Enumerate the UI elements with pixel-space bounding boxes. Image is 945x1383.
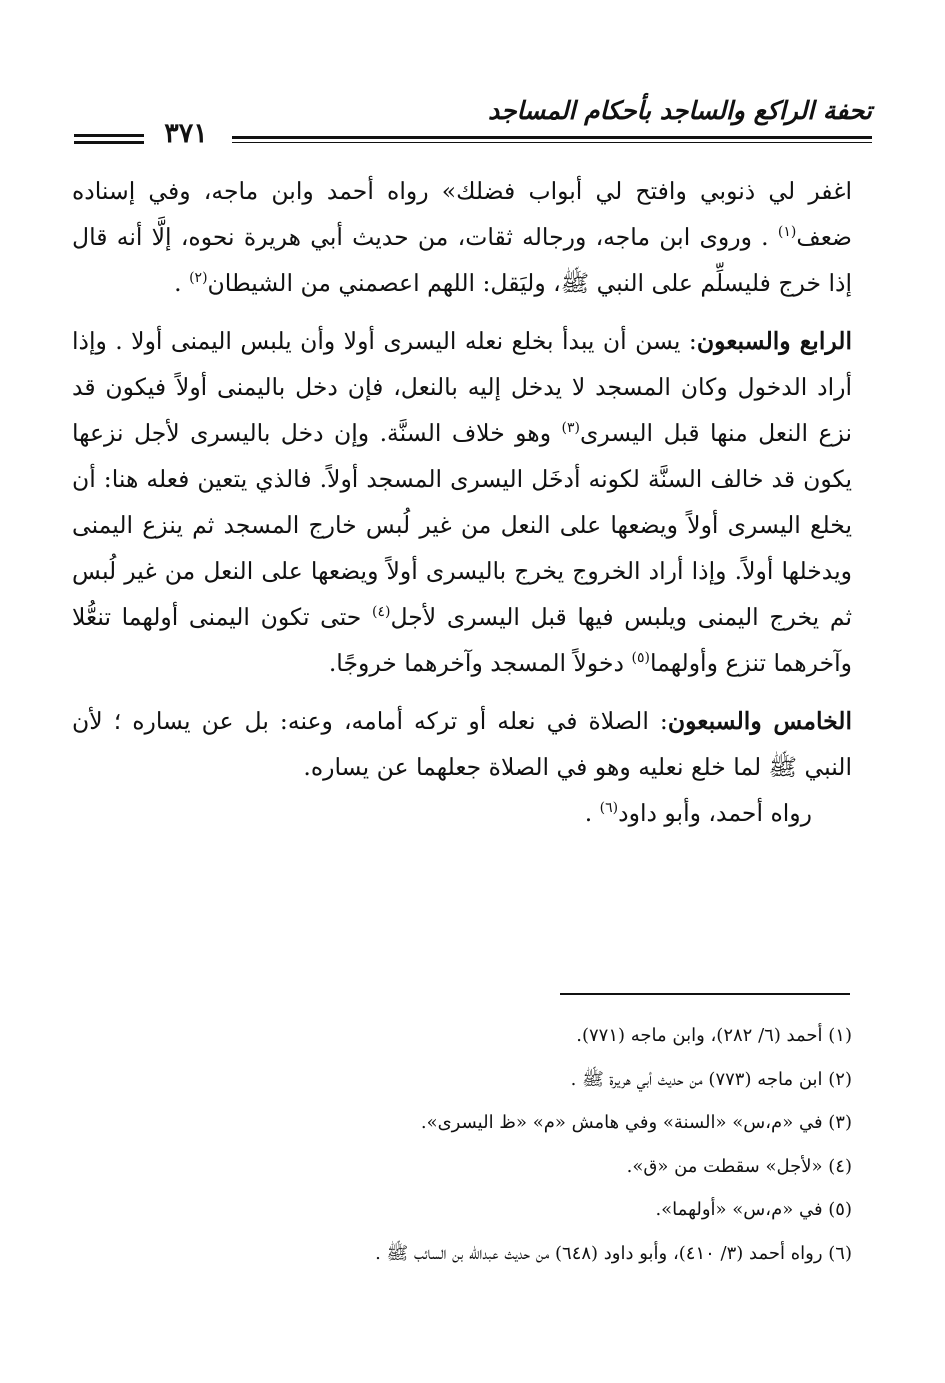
header-rule-short [74, 134, 144, 137]
paragraph-text: . [174, 269, 190, 297]
section-heading: الرابع والسبعون [696, 327, 852, 355]
footnote-3: (٣) في «م،س» «السنة» وفي هامش «م» «ظ اليسرى». [420, 1112, 852, 1133]
paragraph-text: . وروى ابن ماجه، ورجاله ثقات، من حديث أبي هريرة نحوه، إلَّا أنه قال إذا خرج فليسلِّم على النبي ﷺ، وليَقل: اللهم اعصمني من الشيطان [72, 223, 852, 297]
paragraph-text: : الصلاة في نعله أو تركه أمامه، وعنه: بل عن يساره ؛ لأن النبي ﷺ لما خلع نعليه وهو في الصلاة جعلهما عن يساره. [72, 707, 852, 781]
paragraph-4 [72, 790, 852, 836]
footnote-ref: (٦) [599, 800, 619, 817]
header-rule [232, 136, 872, 139]
main-text [72, 168, 852, 836]
footnote-2: (٢) ابن ماجه (٧٧٣) من حديث أبي هريرة ﷺ . [570, 1068, 852, 1090]
footnote-ref: (٣) [561, 420, 580, 437]
paragraph-text: وهو خلاف السنَّة. وإن دخل باليسرى لأجل نزعها يكون قد خالف السنَّة لكونه أدخَل اليسرى المسجد أولاً. فالذي يتعين فعله هنا: أن يخلع اليسرى أولاً ويضعها على النعل من غير لُبس خارج المسجد ثم ينزع اليمنى ويدخلها أولاً. وإذا أراد الخروج يخرج باليسرى أولاً ويضعها على النعل من غير لُبس ثم يخرج اليمنى ويلبس فيها قبل اليسرى لأجل [72, 419, 852, 631]
footnote-ref: (٥) [631, 650, 650, 667]
footnote-ref: (٤) [371, 604, 391, 621]
paragraph-text: حتى تكون اليمنى أولهما تنعُّلا وآخرهما تنزع وأولهما [72, 603, 852, 677]
header-rule-thin [232, 142, 872, 143]
header-rule-short-2 [74, 141, 144, 144]
paragraph-text: دخولاً المسجد وآخرهما خروجًا. [328, 649, 632, 677]
footnote-5: (٥) في «م،س» «أولهما». [655, 1199, 852, 1220]
footnote-ref: (١) [777, 224, 797, 241]
footnote-separator [560, 993, 850, 995]
paragraph-text: رواه أحمد، وأبو داود [618, 799, 812, 827]
footnote-1: (١) أحمد (٦/ ٢٨٢)، وابن ماجه (٧٧١). [576, 1025, 852, 1046]
paragraph-2 [72, 318, 852, 686]
paragraph-text: . [584, 799, 600, 827]
paragraph-text: : يسن أن يبدأ بخلع نعله اليسرى أولا وأن يلبس اليمنى أولا . وإذا أراد الدخول وكان المسجد لا يدخل إليه بالنعل، فإن دخل باليمنى أولاً فيكون قد نزع النعل منها قبل اليسرى [72, 327, 852, 447]
page-header [72, 96, 872, 148]
footnote-4: (٤) «لأجل» سقطت من «ق». [626, 1155, 852, 1177]
section-heading: الخامس والسبعون [667, 707, 852, 735]
paragraph-3 [72, 698, 852, 790]
page-number: ٣٧١ [164, 118, 208, 149]
footnote-ref: (٢) [189, 270, 208, 287]
paragraph-text: اغفر لي ذنوبي وافتح لي أبواب فضلك» رواه أحمد وابن ماجه، وفي إسناده ضعف [72, 177, 852, 251]
book-title: تحفة الراكع والساجد بأحكام المساجد [487, 96, 872, 125]
footnote-6: (٦) رواه أحمد (٣/ ٤١٠)، وأبو داود (٦٤٨) من حديث عبدالله بن السائب ﷺ . [375, 1242, 852, 1264]
footnotes [72, 1014, 852, 1275]
paragraph-1 [72, 168, 852, 306]
